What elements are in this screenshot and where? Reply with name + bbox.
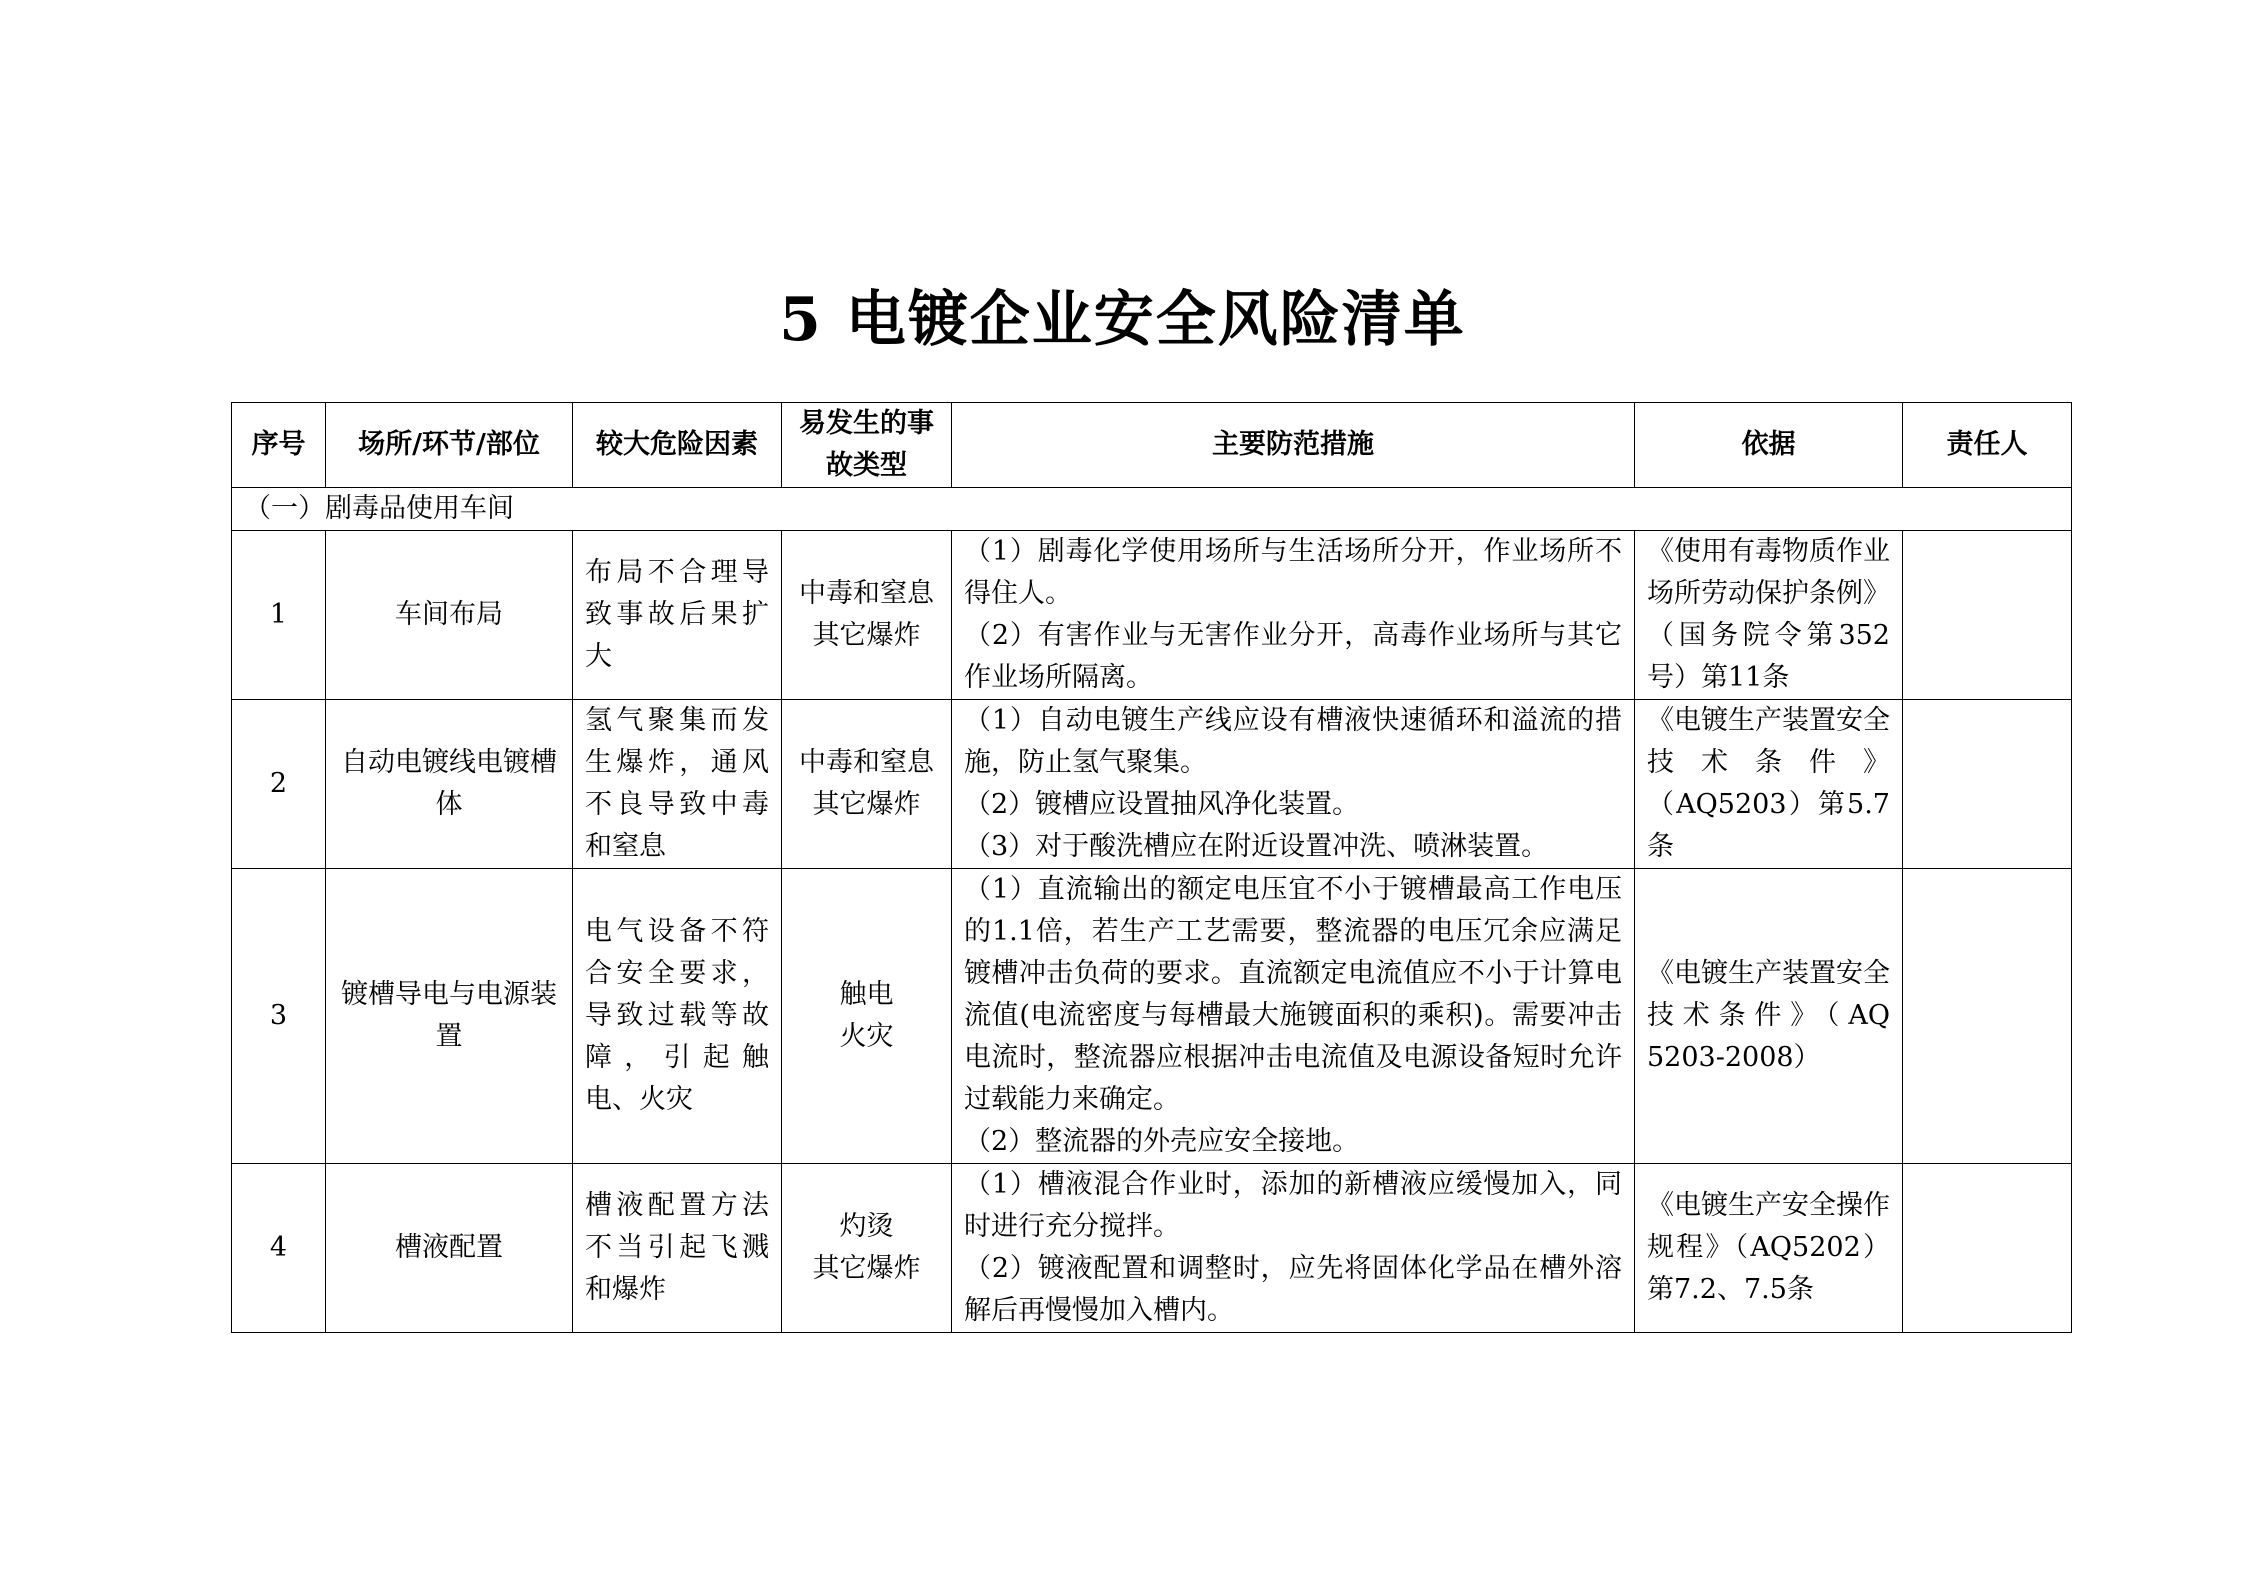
header-accident-type: 易发生的事故类型 <box>782 403 952 488</box>
accident-type-line: 其它爆炸 <box>812 1253 921 1284</box>
cell-hazard: 氢气聚集而发生爆炸，通风不良导致中毒和窒息 <box>573 700 782 869</box>
cell-measures <box>952 869 1635 1164</box>
measure-item: （1）直流输出的额定电压宜不小于镀槽最高工作电压的1.1倍，若生产工艺需要，整流器的电压冗余应满足镀槽冲击负荷的要求。直流额定电流值应不小于计算电流值(电流密度与每槽最大施镀面积的乘积)。需要冲击电流时，整流器应根据冲击电流值及电源设备短时允许过载能力来确定。 <box>964 874 1622 1115</box>
cell-place: 车间布局 <box>326 531 573 700</box>
measure-item: （2）镀槽应设置抽风净化装置。 <box>964 789 1360 820</box>
cell-owner <box>1903 531 2072 700</box>
table-row <box>232 869 2072 1164</box>
measure-item: （1）槽液混合作业时，添加的新槽液应缓慢加入，同时进行充分搅拌。 <box>964 1169 1622 1242</box>
table-row <box>232 531 2072 700</box>
cell-basis: 《电镀生产装置安全技术条件》（AQ 5203-2008） <box>1635 869 1903 1164</box>
cell-accident-type <box>782 700 952 869</box>
accident-type-line: 其它爆炸 <box>812 789 921 820</box>
cell-hazard: 槽液配置方法不当引起飞溅和爆炸 <box>573 1164 782 1333</box>
risk-table <box>231 402 2072 1333</box>
header-seq: 序号 <box>232 403 326 488</box>
measure-item: （2）整流器的外壳应安全接地。 <box>964 1126 1360 1157</box>
header-hazard: 较大危险因素 <box>573 403 782 488</box>
measure-item: （1）自动电镀生产线应设有槽液快速循环和溢流的措施，防止氢气聚集。 <box>964 705 1622 778</box>
cell-hazard: 布局不合理导致事故后果扩大 <box>573 531 782 700</box>
cell-measures <box>952 531 1635 700</box>
cell-hazard: 电气设备不符合安全要求，导致过载等故障，引起触电、火灾 <box>573 869 782 1164</box>
cell-seq: 4 <box>232 1164 326 1333</box>
accident-type-line: 其它爆炸 <box>812 620 921 651</box>
measure-item: （2）镀液配置和调整时，应先将固体化学品在槽外溶解后再慢慢加入槽内。 <box>964 1253 1622 1326</box>
accident-type-line: 火灾 <box>839 1021 894 1052</box>
section-row <box>232 488 2072 531</box>
header-owner: 责任人 <box>1903 403 2072 488</box>
accident-type-line: 中毒和窒息 <box>799 747 934 778</box>
accident-type-line: 灼烫 <box>839 1211 894 1242</box>
cell-seq: 3 <box>232 869 326 1164</box>
header-place: 场所/环节/部位 <box>326 403 573 488</box>
header-measures: 主要防范措施 <box>952 403 1635 488</box>
accident-type-line: 中毒和窒息 <box>799 578 934 609</box>
cell-seq: 1 <box>232 531 326 700</box>
cell-place: 自动电镀线电镀槽体 <box>326 700 573 869</box>
cell-accident-type <box>782 1164 952 1333</box>
cell-owner <box>1903 700 2072 869</box>
header-basis: 依据 <box>1635 403 1903 488</box>
cell-seq: 2 <box>232 700 326 869</box>
table-row <box>232 700 2072 869</box>
page-title: 5 电镀企业安全风险清单 <box>779 285 1466 355</box>
header-row <box>232 403 2072 488</box>
cell-accident-type <box>782 531 952 700</box>
measure-item: （3）对于酸洗槽应在附近设置冲洗、喷淋装置。 <box>964 831 1549 862</box>
table-row <box>232 1164 2072 1333</box>
cell-basis: 《使用有毒物质作业场所劳动保护条例》（国务院令第352号）第11条 <box>1635 531 1903 700</box>
cell-owner <box>1903 1164 2072 1333</box>
cell-place: 镀槽导电与电源装置 <box>326 869 573 1164</box>
measure-item: （1）剧毒化学使用场所与生活场所分开，作业场所不得住人。 <box>964 536 1622 609</box>
accident-type-line: 触电 <box>839 979 894 1010</box>
cell-owner <box>1903 869 2072 1164</box>
section-title: （一）剧毒品使用车间 <box>232 488 2072 531</box>
measure-item: （2）有害作业与无害作业分开，高毒作业场所与其它作业场所隔离。 <box>964 620 1622 693</box>
cell-accident-type <box>782 869 952 1164</box>
cell-basis: 《电镀生产装置安全技术条件》（AQ5203）第5.7条 <box>1635 700 1903 869</box>
cell-measures <box>952 700 1635 869</box>
cell-basis: 《电镀生产安全操作规程》（AQ5202）第7.2、7.5条 <box>1635 1164 1903 1333</box>
cell-place: 槽液配置 <box>326 1164 573 1333</box>
cell-measures <box>952 1164 1635 1333</box>
